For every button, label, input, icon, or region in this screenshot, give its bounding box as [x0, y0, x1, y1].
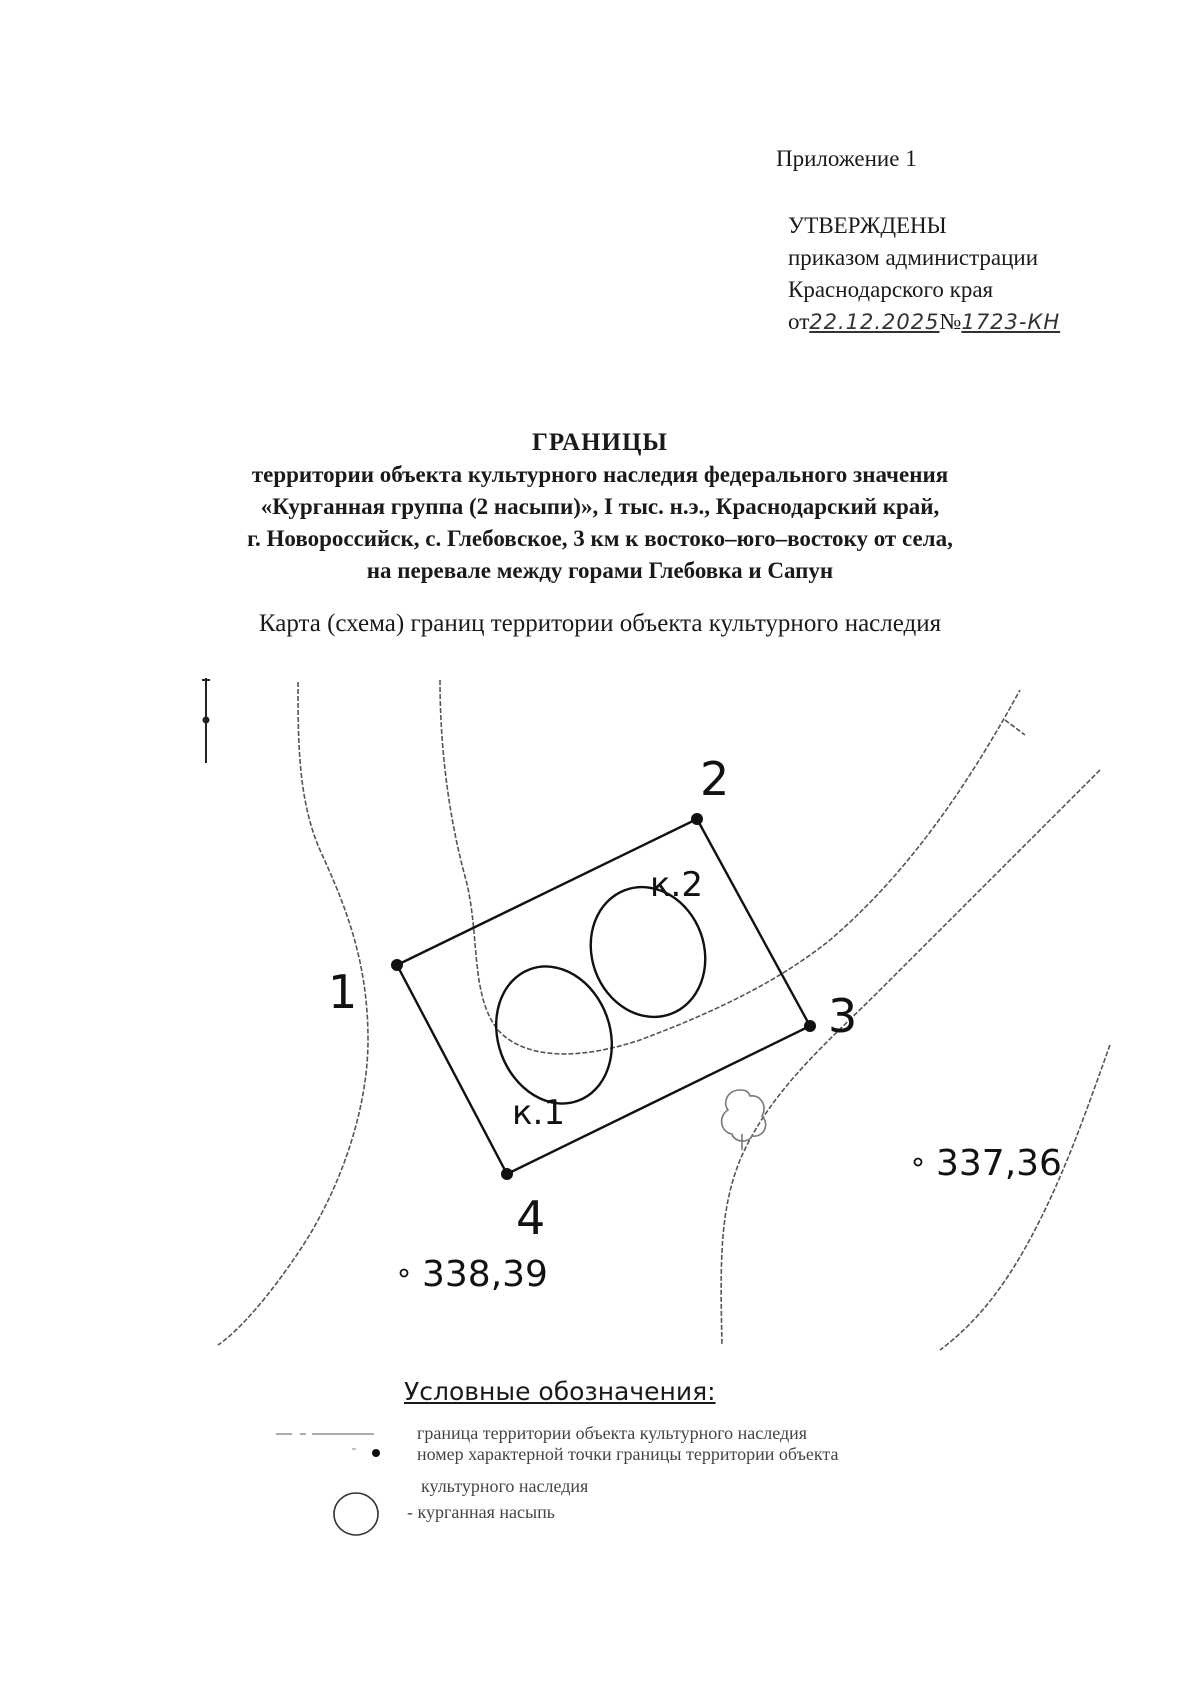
elevation-marker-icon	[401, 1270, 408, 1277]
handwritten-date: 22.12.2025	[809, 310, 940, 334]
appendix-label: Приложение 1	[776, 146, 917, 171]
boundary-point-3	[804, 1020, 816, 1032]
boundary-point-1	[391, 959, 403, 971]
point-label-1: 1	[328, 965, 358, 1019]
title-line-4: на перевале между горами Глебовка и Сапун	[366, 558, 834, 583]
boundary-point-2	[691, 813, 703, 825]
title-line-2: «Курганная группа (2 насыпи)», I тыс. н.э., Краснодарский край,	[260, 494, 940, 519]
legend-item-point-continued: культурного наследия	[421, 1476, 589, 1496]
title-main: ГРАНИЦЫ	[532, 429, 668, 456]
legend-item-point: номер характерной точки границы территории объекта	[417, 1444, 839, 1464]
elevation-label-2: 338,39	[422, 1254, 548, 1295]
mound-label-1: к.1	[512, 1093, 565, 1133]
number-prefix: №	[939, 309, 962, 334]
elevation-marker-icon	[915, 1159, 922, 1166]
contour-line	[721, 770, 1100, 1345]
tree-icon	[722, 1090, 766, 1150]
order-line-2: Краснодарского края	[788, 277, 994, 302]
mound-label-2: к.2	[650, 865, 703, 905]
legend-mound-icon	[334, 1493, 378, 1535]
boundary-point-4	[501, 1168, 513, 1180]
north-arrow-icon	[202, 678, 210, 763]
elevation-label-1: 337,36	[936, 1143, 1062, 1184]
point-label-4: 4	[516, 1191, 546, 1245]
legend-item-boundary: граница территории объекта культурного наследия	[417, 1423, 808, 1443]
date-prefix: от	[788, 309, 810, 334]
point-label-2: 2	[700, 752, 730, 806]
approved-heading: УТВЕРЖДЕНЫ	[788, 213, 947, 238]
map-subtitle: Карта (схема) границ территории объекта культурного наследия	[258, 610, 942, 637]
title-line-3: г. Новороссийск, с. Глебовское, 3 км к востоко–юго–востоку от села,	[247, 526, 953, 551]
handwritten-number: 1723-КН	[961, 310, 1061, 334]
title-line-1: территории объекта культурного наследия федерального значения	[251, 462, 949, 487]
contour-line	[940, 1045, 1110, 1350]
legend-point-icon	[352, 1449, 380, 1457]
contour-line	[440, 680, 1020, 1054]
legend-title: Условные обозначения:	[404, 1377, 716, 1406]
legend-item-mound: - курганная насыпь	[407, 1502, 555, 1522]
order-line-1: приказом администрации	[788, 245, 1039, 270]
territory-boundary	[397, 819, 810, 1174]
point-label-3: 3	[828, 989, 858, 1043]
